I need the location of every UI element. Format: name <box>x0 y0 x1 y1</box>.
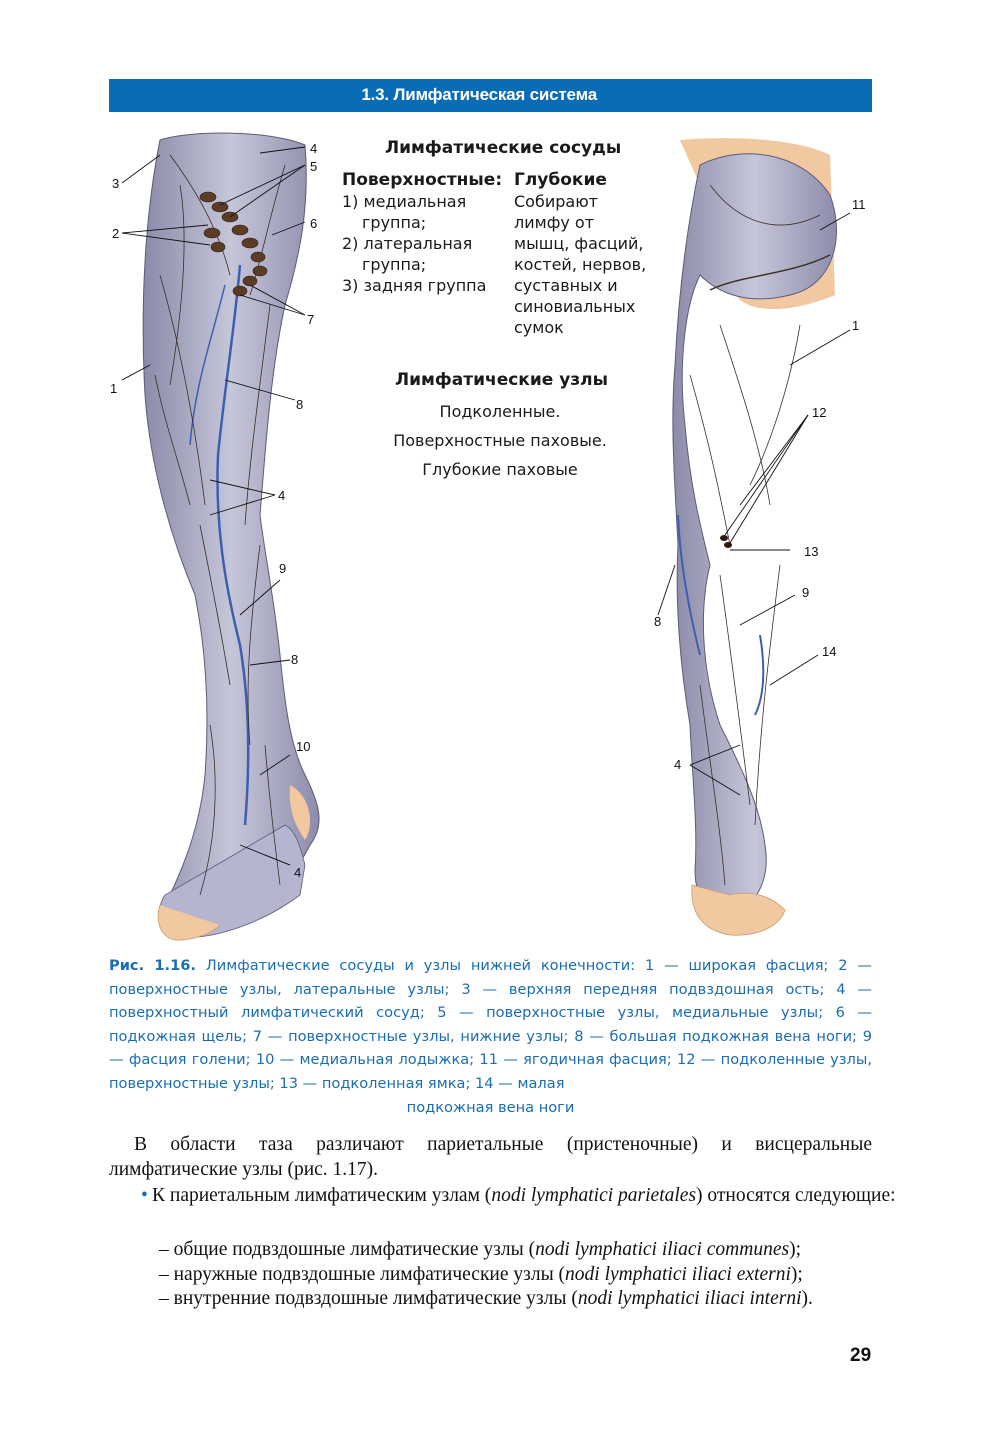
leg-label-4-mid: 4 <box>278 488 286 503</box>
vessels-title: Лимфатические сосуды <box>385 138 622 158</box>
leg-label-9-posterior: 9 <box>802 585 810 600</box>
leg-label-9: 9 <box>279 561 287 576</box>
leg-label-8-upper: 8 <box>296 397 304 412</box>
deep-text: Собирают лимфу от мышц, фасций, костей, нервов, суставных и синовиальных сумок <box>514 192 647 337</box>
page-number: 29 <box>850 1345 872 1366</box>
leg-label-4-posterior: 4 <box>674 757 682 772</box>
leg-label-5: 5 <box>310 159 318 174</box>
bullet-text: К париетальным лимфатическим узлам ( <box>152 1185 492 1206</box>
leg-label-1-posterior: 1 <box>852 318 860 333</box>
nodes-list <box>360 397 640 484</box>
leg-label-12: 12 <box>812 405 827 420</box>
dash-list <box>109 1238 922 1312</box>
leg-label-8-posterior: 8 <box>654 614 662 629</box>
dash-item: – внутренние подвздошные лимфатические узлы (nodi lymphatici iliaci interni). <box>159 1288 813 1309</box>
node-item: Подколенные. <box>439 402 561 421</box>
nodes-title: Лимфатические узлы <box>395 370 608 390</box>
leg-label-3: 3 <box>112 176 120 191</box>
caption-label: Рис. 1.16. <box>109 957 196 974</box>
leg-label-10: 10 <box>296 739 311 754</box>
figure-caption <box>109 954 872 1119</box>
caption-text: Лимфатические сосуды и узлы нижней конечности: 1 — широкая фасция; 2 — поверхностные узлы, латеральные узлы; 3 — верхняя передняя подвздошная ость; 4 — поверхностный лимфатический сосуд; 5 — поверхностные узлы, медиальные узлы; 6 — подкожная щель; 7 — поверхностные узлы, нижние узлы; 8 — большая подкожная вена ноги; 9 — фасция голени; 10 — медиальная лодыжка; 11 — ягодичная фасция; 12 — подколенные узлы, поверхностные узлы; 13 — подколенная ямка; 14 — малая <box>109 957 873 1092</box>
section-header-bar <box>109 79 872 112</box>
bullet-item <box>109 1184 902 1209</box>
section-title: 1.3. Лимфатическая система <box>361 85 597 104</box>
leg-label-2: 2 <box>112 226 120 241</box>
superficial-item: 2) латеральная группа; <box>342 234 473 274</box>
bullet-dot-icon: • <box>141 1185 148 1206</box>
dash-item: – наружные подвздошные лимфатические узлы (nodi lymphatici iliaci externi); <box>159 1263 803 1285</box>
body-paragraph: В области таза различают париетальные (пристеночные) и висцеральные лимфатические узлы (рис. 1.17). <box>109 1134 872 1180</box>
dash-item: – общие подвздошные лимфатические узлы (nodi lymphatici iliaci communes); <box>159 1239 802 1260</box>
leg-label-1: 1 <box>110 381 118 396</box>
posterior-leg <box>654 138 866 935</box>
deep-column <box>514 170 654 338</box>
leg-label-7: 7 <box>307 312 315 327</box>
node-item: Поверхностные паховые. <box>393 431 607 450</box>
superficial-column <box>342 170 512 296</box>
leg-label-14: 14 <box>822 644 837 659</box>
leg-label-11: 11 <box>852 197 866 212</box>
bullet-latin: nodi lymphatici parietales <box>491 1185 697 1206</box>
superficial-item: 3) задняя группа <box>342 276 487 295</box>
leg-label-4-top: 4 <box>310 141 318 156</box>
caption-last-line: подкожная вена ноги <box>406 1098 575 1116</box>
superficial-heading: Поверхностные: <box>342 170 503 190</box>
node-item: Глубокие паховые <box>422 460 578 479</box>
anterior-leg <box>110 133 319 940</box>
deep-heading: Глубокие <box>514 170 607 190</box>
leg-label-4-foot: 4 <box>294 865 302 880</box>
bullet-text-end: ) относятся следующие: <box>696 1185 896 1206</box>
superficial-item: 1) медиальная группа; <box>342 192 467 232</box>
leg-label-6: 6 <box>310 216 318 231</box>
leg-label-13: 13 <box>804 544 819 559</box>
leg-label-8-lower: 8 <box>291 652 299 667</box>
